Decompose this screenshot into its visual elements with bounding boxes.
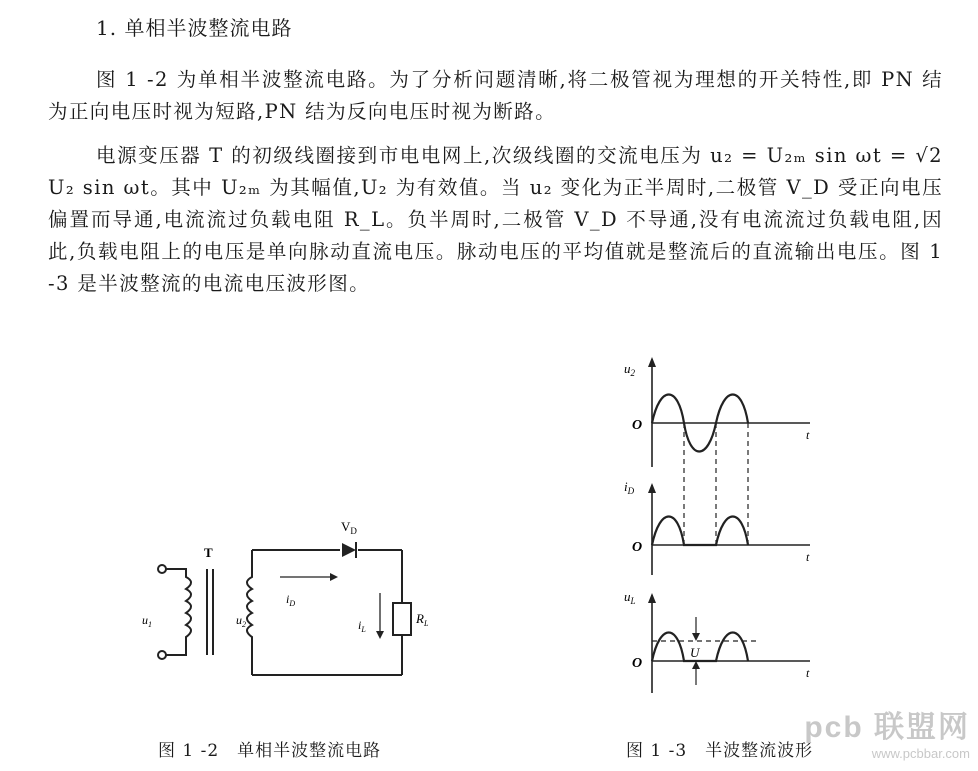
watermark-url: www.pcbbar.com — [871, 746, 970, 761]
waveform-diagram — [610, 355, 820, 695]
diode-triangle — [342, 543, 356, 557]
uL-t-label: t — [806, 666, 810, 680]
terminal-bottom — [158, 651, 166, 659]
paragraph-2: 电源变压器 T 的初级线圈接到市电电网上,次级线圈的交流电压为 u₂ = U₂ₘ sin ωt = √2 U₂ sin ωt。其中 U₂ₘ 为其幅值,U₂ 为有效值。当 u₂ 变化为正半周时,二极管 V_D 受正向电压偏置而导通,电流流过负载电阻 R_L。负半周时,二极管 V_D 不导通,没有电流流过负载电阻,因此,负载电阻上的电压是单向脉动直流电压。脉动电压的平均值就是整流后的直流输出电压。图 1 -3 是半波整流的电流电压波形图。 — [48, 144, 943, 295]
u2-label: $u_2$ — [624, 361, 635, 378]
iD-t-label: t — [806, 550, 810, 564]
diode-current-label: $i_D$ — [286, 592, 296, 608]
paragraph-1: 图 1 -2 为单相半波整流电路。为了分析问题清晰,将二极管视为理想的开关特性,即 PN 结为正向电压时视为短路,PN 结为反向电压时视为断路。 — [48, 68, 943, 123]
load-current-label: $i_L$ — [358, 618, 366, 634]
terminal-top — [158, 565, 166, 573]
figure-1-3-caption: 图 1 -3 半波整流波形 — [626, 741, 814, 761]
uL-label: $u_L$ — [624, 589, 636, 606]
secondary-coil — [247, 550, 252, 675]
avg-arrowhead-bottom — [692, 661, 700, 669]
load-current-arrowhead — [376, 631, 384, 639]
watermark — [804, 702, 970, 761]
load-label: $R_L$ — [416, 611, 429, 628]
circuit-diagram — [140, 505, 430, 685]
avg-arrowhead-top — [692, 633, 700, 641]
iD-y-arrowhead — [648, 483, 656, 493]
secondary-voltage-label: $u_2$ — [236, 613, 246, 629]
iD-label: $i_D$ — [624, 479, 635, 496]
load-resistor — [393, 603, 411, 635]
uL-origin: O — [632, 656, 643, 671]
u2-y-arrowhead — [648, 357, 656, 367]
uL-waveform — [652, 633, 748, 662]
figure-1-2-caption: 图 1 -2 单相半波整流电路 — [158, 741, 382, 761]
input-voltage-label: $u_1$ — [142, 613, 152, 629]
u2-t-label: t — [806, 428, 810, 442]
diode-current-arrowhead — [330, 573, 338, 581]
section-heading: 1. 单相半波整流电路 — [96, 16, 293, 40]
transformer-label: T — [204, 545, 213, 560]
iD-waveform — [652, 517, 748, 546]
average-label: U — [690, 645, 700, 660]
watermark-logo: pcb 联盟网 — [804, 711, 970, 744]
iD-origin: O — [632, 540, 643, 555]
primary-coil — [166, 569, 191, 655]
diode-label: $V_D$ — [341, 519, 357, 536]
u2-origin: O — [632, 418, 643, 433]
uL-y-arrowhead — [648, 593, 656, 603]
